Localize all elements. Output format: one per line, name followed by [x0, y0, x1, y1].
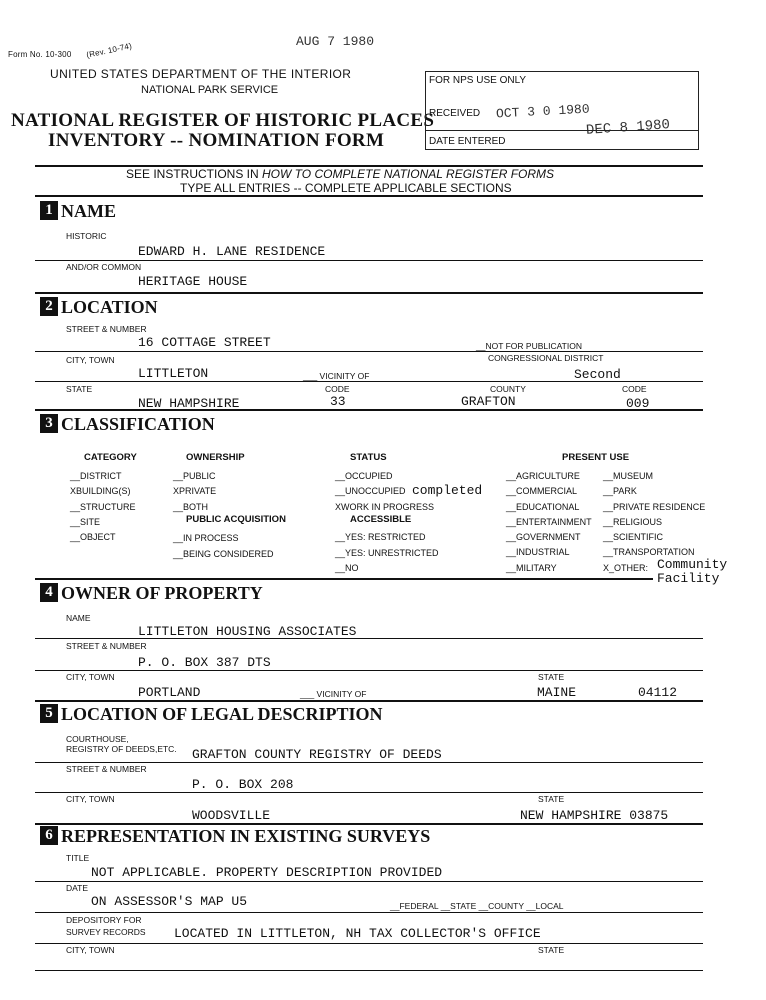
congressional-value: Second — [574, 367, 621, 382]
street-value: 16 COTTAGE STREET — [138, 335, 271, 350]
section-1-heading: 1 NAME — [40, 201, 116, 222]
courthouse-label-1: COURTHOUSE, — [66, 734, 129, 744]
accessible-option: __YES: UNRESTRICTED — [335, 547, 439, 558]
county-code-label: CODE — [622, 384, 647, 394]
category-list — [70, 469, 136, 545]
use-option: __EDUCATIONAL — [506, 501, 580, 512]
depository-label-2: SURVEY RECORDS — [66, 927, 146, 937]
section-3-heading: 3 CLASSIFICATION — [40, 414, 215, 435]
street-label: STREET & NUMBER — [66, 324, 147, 334]
form-number: Form No. 10-300 — [8, 50, 72, 59]
use-option: __MILITARY — [506, 562, 557, 573]
ownership-option: __PUBLIC — [173, 471, 216, 481]
public-acquisition-header: PUBLIC ACQUISITION — [186, 514, 286, 525]
section-5-heading: 5 LOCATION OF LEGAL DESCRIPTION — [40, 704, 383, 725]
ownership-option: __BOTH — [173, 501, 209, 512]
status-option: XWORK IN PROGRESS — [335, 501, 435, 512]
historic-label: HISTORIC — [66, 231, 107, 241]
owner-state-label: STATE — [538, 672, 565, 682]
owner-state: MAINE — [537, 685, 577, 700]
public-acq-option: __BEING CONSIDERED — [173, 549, 274, 559]
received-stamp-top: AUG 7 1980 — [296, 34, 375, 49]
accessible-option: __NO — [335, 563, 359, 573]
not-for-publication: __NOT FOR PUBLICATION — [476, 341, 582, 351]
survey-title-label: TITLE — [66, 853, 90, 863]
legal-street-label: STREET & NUMBER — [66, 764, 147, 774]
state-value: NEW HAMPSHIRE — [138, 396, 240, 411]
city-label: CITY, TOWN — [66, 355, 115, 365]
instructions-divider — [35, 195, 703, 197]
historic-name: EDWARD H. LANE RESIDENCE — [138, 244, 326, 259]
depository-value: LOCATED IN LITTLETON, NH TAX COLLECTOR'S OFFICE — [174, 926, 541, 941]
use-option: __INDUSTRIAL — [506, 547, 570, 558]
form-revision: (Rev. 10-74) — [85, 41, 133, 60]
public-acquisition-list — [173, 530, 274, 562]
state-label: STATE — [66, 384, 93, 394]
use-option: __RELIGIOUS — [603, 516, 663, 527]
owner-city-label: CITY, TOWN — [66, 672, 115, 682]
department-name: UNITED STATES DEPARTMENT OF THE INTERIOR — [50, 67, 352, 81]
legal-state-label: STATE — [538, 794, 565, 804]
ownership-header: OWNERSHIP — [186, 452, 245, 463]
ownership-list — [173, 469, 216, 515]
category-header: CATEGORY — [84, 452, 137, 463]
survey-levels: __FEDERAL __STATE __COUNTY __LOCAL — [390, 901, 564, 911]
state-code: 33 — [330, 394, 346, 409]
accessible-list — [335, 530, 439, 577]
category-option: __STRUCTURE — [70, 501, 136, 512]
use-option: __MUSEUM — [603, 471, 654, 481]
accessible-header: ACCESSIBLE — [350, 514, 412, 525]
code-label: CODE — [325, 384, 350, 394]
use-option: __GOVERNMENT — [506, 532, 581, 543]
courthouse-value: GRAFTON COUNTY REGISTRY OF DEEDS — [192, 747, 442, 762]
use-option: __ENTERTAINMENT — [506, 516, 592, 527]
city-value: LITTLETON — [138, 366, 209, 381]
use-option: X_OTHER: — [603, 562, 649, 573]
use-option: __AGRICULTURE — [506, 471, 580, 481]
other-use-line2: Facility — [657, 571, 720, 586]
status-note: completed — [412, 483, 483, 498]
owner-name: LITTLETON HOUSING ASSOCIATES — [138, 624, 357, 639]
present-use-col1 — [506, 469, 592, 576]
survey-date: ON ASSESSOR'S MAP U5 — [91, 894, 248, 909]
form-title-line2: INVENTORY -- NOMINATION FORM — [48, 130, 385, 151]
public-acq-option: __IN PROCESS — [173, 533, 239, 543]
form-title-line1: NATIONAL REGISTER OF HISTORIC PLACES — [11, 110, 435, 131]
common-name: HERITAGE HOUSE — [138, 274, 248, 289]
section-4-heading: 4 OWNER OF PROPERTY — [40, 583, 263, 604]
status-header: STATUS — [350, 452, 387, 463]
owner-zip: 04112 — [638, 685, 678, 700]
received-value: OCT 3 0 1980 — [495, 101, 590, 122]
instructions-line1: SEE INSTRUCTIONS IN HOW TO COMPLETE NATIONAL REGISTER FORMS — [126, 167, 555, 181]
depository-state-label: STATE — [538, 945, 565, 955]
category-option: __SITE — [70, 516, 101, 527]
owner-vicinity: ___ VICINITY OF — [300, 689, 367, 699]
owner-street: P. O. BOX 387 DTS — [138, 655, 271, 670]
owner-name-label: NAME — [66, 613, 91, 623]
status-option: __OCCUPIED — [335, 471, 393, 481]
legal-city: WOODSVILLE — [192, 808, 271, 823]
use-option: __PRIVATE RESIDENCE — [603, 501, 706, 512]
category-option: __OBJECT — [70, 532, 116, 543]
category-option: __DISTRICT — [70, 471, 122, 481]
congressional-label: CONGRESSIONAL DISTRICT — [488, 353, 604, 363]
section-2-heading: 2 LOCATION — [40, 297, 158, 318]
legal-city-label: CITY, TOWN — [66, 794, 115, 804]
status-option: __UNOCCUPIED — [335, 486, 406, 497]
instructions-line2: TYPE ALL ENTRIES -- COMPLETE APPLICABLE SECTIONS — [180, 181, 512, 195]
service-name: NATIONAL PARK SERVICE — [141, 84, 279, 96]
other-use-line1: Community — [657, 557, 728, 572]
county-value: GRAFTON — [461, 394, 516, 409]
legal-street: P. O. BOX 208 — [192, 777, 294, 792]
received-label: RECEIVED — [429, 108, 481, 119]
nps-use-only-box — [425, 71, 699, 150]
county-label: COUNTY — [490, 384, 526, 394]
depository-city-label: CITY, TOWN — [66, 945, 115, 955]
accessible-option: __YES: RESTRICTED — [335, 532, 426, 542]
ownership-option: XPRIVATE — [173, 486, 217, 497]
use-option: __PARK — [603, 486, 637, 497]
courthouse-label-2: REGISTRY OF DEEDS,ETC. — [66, 744, 177, 754]
category-option: XBUILDING(S) — [70, 486, 131, 497]
section-6-heading: 6 REPRESENTATION IN EXISTING SURVEYS — [40, 826, 430, 847]
survey-title: NOT APPLICABLE. PROPERTY DESCRIPTION PROVIDED — [91, 865, 443, 880]
date-entered-value: DEC 8 1980 — [585, 117, 671, 139]
owner-street-label: STREET & NUMBER — [66, 641, 147, 651]
use-option: __TRANSPORTATION — [603, 547, 695, 558]
depository-label-1: DEPOSITORY FOR — [66, 915, 142, 925]
use-option: __COMMERCIAL — [506, 486, 578, 497]
legal-state: NEW HAMPSHIRE 03875 — [520, 808, 669, 823]
owner-city: PORTLAND — [138, 685, 201, 700]
vicinity-of: ___ VICINITY OF — [303, 371, 370, 381]
date-entered-label: DATE ENTERED — [429, 136, 506, 147]
county-code: 009 — [626, 396, 650, 411]
nps-box-heading: FOR NPS USE ONLY — [429, 75, 527, 86]
survey-date-label: DATE — [66, 883, 89, 893]
common-name-label: AND/OR COMMON — [66, 262, 142, 272]
use-option: __SCIENTIFIC — [603, 532, 664, 543]
present-use-header: PRESENT USE — [562, 452, 630, 463]
